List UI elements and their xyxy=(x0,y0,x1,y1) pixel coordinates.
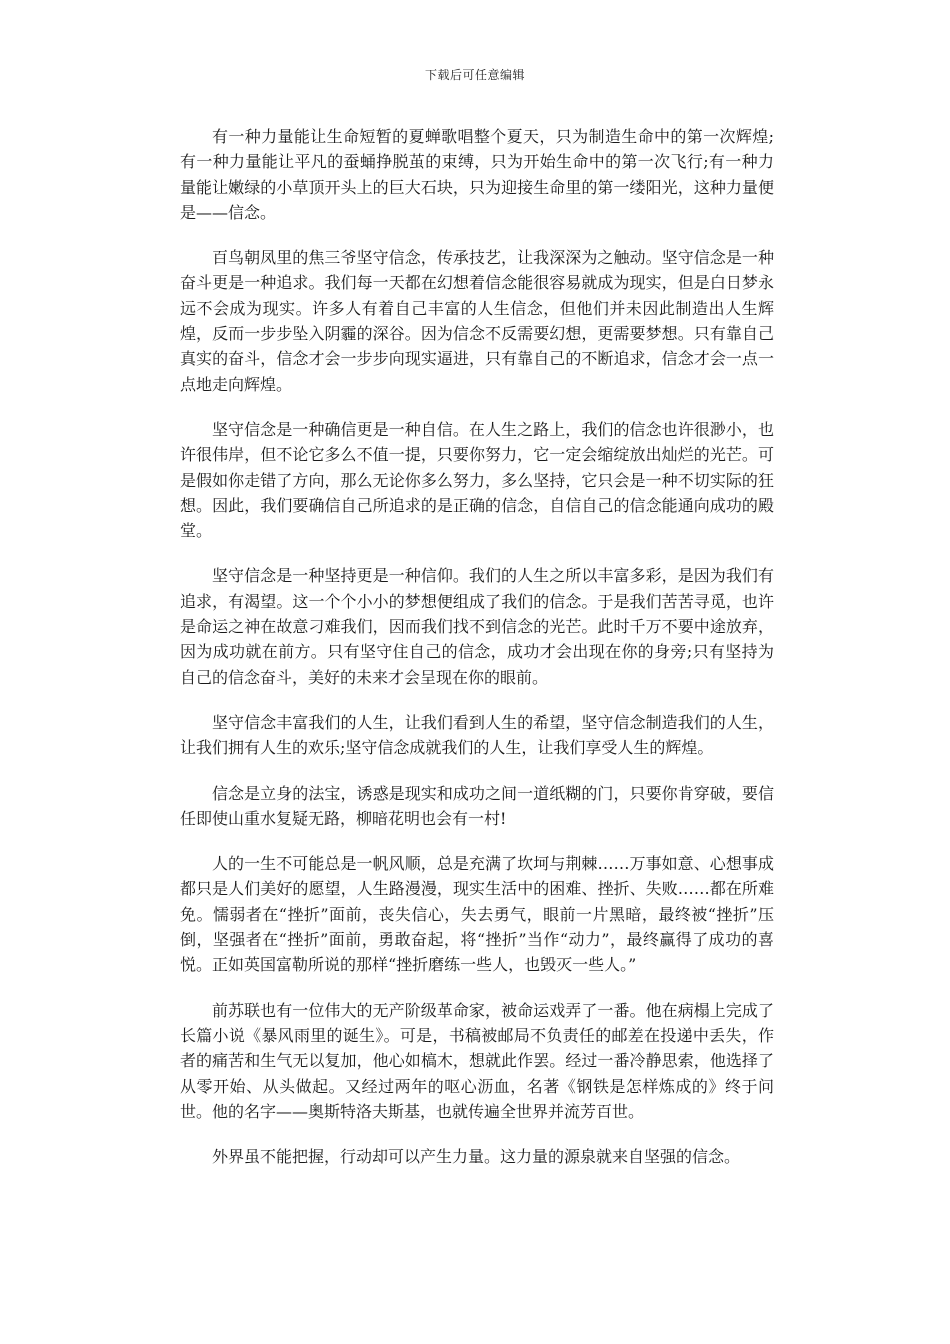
paragraph-3: 坚守信念是一种确信更是一种自信。在人生之路上，我们的信念也许很渺小，也许很伟岸，但不论它多么不值一提，只要你努力，它一定会缩绽放出灿烂的光芒。可是假如你走错了方向，那么无论你多么努力，多么坚持，它只会是一种不切实际的狂想。因此，我们要确信自己所追求的是正确的信念，自信自己的信念能通向成功的殿堂。 xyxy=(180,419,774,541)
paragraph-5: 坚守信念丰富我们的人生，让我们看到人生的希望，坚守信念制造我们的人生，让我们拥有人生的欢乐;坚守信念成就我们的人生，让我们享受人生的辉煌。 xyxy=(180,712,774,758)
page-header: 下载后可任意编辑 xyxy=(424,68,525,82)
paragraph-2: 百鸟朝凤里的焦三爷坚守信念，传承技艺，让我深深为之触动。坚守信念是一种奋斗更是一种追求。我们每一天都在幻想着信念能很容易就成为现实，但是白日梦永远不会成为现实。许多人有着自己丰富的人生信念，但他们并未因此制造出人生辉煌，反而一步步坠入阴霾的深谷。因为信念不反需要幻想，更需要梦想。只有靠自己真实的奋斗，信念才会一步步向现实逼进，只有靠自己的不断追求，信念才会一点一点地走向辉煌。 xyxy=(180,248,774,394)
paragraph-1: 有一种力量能让生命短暂的夏蝉歌唱整个夏天，只为制造生命中的第一次辉煌;有一种力量能让平凡的蚕蛹挣脱茧的束缚，只为开始生命中的第一次飞行;有一种力量能让嫩绿的小草顶开头上的巨大石块，只为迎接生命里的第一缕阳光，这种力量便是——信念。 xyxy=(180,127,774,222)
paragraph-4: 坚守信念是一种坚持更是一种信仰。我们的人生之所以丰富多彩，是因为我们有追求，有渴望。这一个个小小的梦想便组成了我们的信念。于是我们苦苦寻觅，也许是命运之神在故意刁难我们，因而我们找不到信念的光芒。此时千万不要中途放弃，因为成功就在前方。只有坚守住自己的信念，成功才会出现在你的身旁;只有坚持为自己的信念奋斗，美好的未来才会呈现在你的眼前。 xyxy=(180,566,774,687)
paragraph-6: 信念是立身的法宝，诱惑是现实和成功之间一道纸糊的门，只要你肯穿破，要信任即使山重水复疑无路，柳暗花明也会有一村! xyxy=(180,783,774,828)
paragraph-9: 外界虽不能把握，行动却可以产生力量。这力量的源泉就来自坚强的信念。 xyxy=(212,1147,741,1167)
paragraph-8: 前苏联也有一位伟大的无产阶级革命家，被命运戏弄了一番。他在病榻上完成了长篇小说《暴风雨里的诞生》。可是，书稿被邮局不负责任的邮差在投递中丢失，作者的痛苦和生气无以复加，他心如槁木，想就此作罢。经过一番冷静思索，他选择了从零开始、从头做起。又经过两年的呕心沥血，名著《钢铁是怎样炼成的》终于问世。他的名字——奥斯特洛夫斯基，也就传遍全世界并流芳百世。 xyxy=(180,1000,774,1121)
paragraph-7: 人的一生不可能总是一帆风顺，总是充满了坎坷与荆棘……万事如意、心想事成都只是人们美好的愿望，人生路漫漫，现实生活中的困难、挫折、失败……都在所难免。懦弱者在“挫折”面前，丧失信心，失去勇气，眼前一片黑暗，最终被“挫折”压倒，坚强者在“挫折”面前，勇敢奋起，将“挫折”当作“动力”，最终赢得了成功的喜悦。正如英国富勒所说的那样“挫折磨练一些人，也毁灭一些人。” xyxy=(180,854,774,975)
document-body xyxy=(180,124,774,1189)
